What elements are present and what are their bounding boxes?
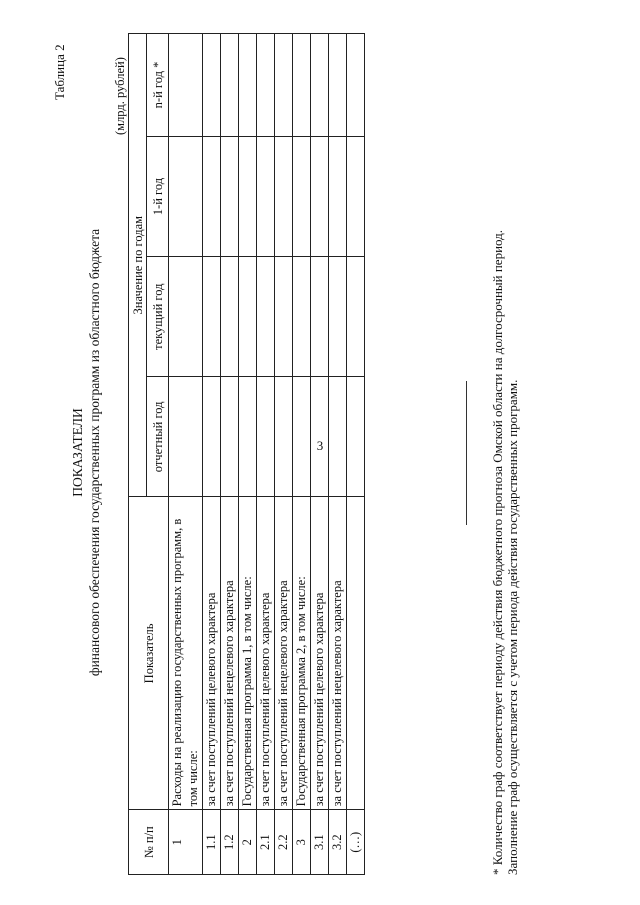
table-row [329, 34, 347, 875]
value-cell [169, 34, 203, 137]
value-cell [347, 257, 365, 377]
separator-line [466, 381, 467, 525]
value-cell [329, 137, 347, 257]
table-row [311, 34, 329, 875]
value-cell [169, 257, 203, 377]
value-cell [257, 34, 275, 137]
row-number: 3 [293, 810, 311, 875]
value-cell [347, 34, 365, 137]
value-cell [239, 34, 257, 137]
header-indicator: Показатель [129, 497, 169, 810]
value-cell [203, 377, 221, 497]
table-row [293, 34, 311, 875]
document-subtitle: финансового обеспечения государственных программ из областного бюджета [87, 228, 102, 677]
header-year-current: текущий год [147, 257, 169, 377]
footnote-1: * Количество граф соответствует периоду действия бюджетного прогноза Омской области на долгосрочный период. [490, 229, 505, 875]
table-row [169, 34, 203, 875]
page-number: 3 [316, 438, 324, 453]
footnote-2: Заполнение граф осуществляется с учетом периода действия государственных программ. [505, 379, 520, 875]
value-cell [329, 257, 347, 377]
header-num: № п/п [129, 810, 169, 875]
value-cell [239, 377, 257, 497]
row-label: Государственная программа 2, в том числе: [293, 497, 311, 810]
value-cell [275, 257, 293, 377]
row-number: 2.2 [275, 810, 293, 875]
value-cell [239, 257, 257, 377]
header-year-first: 1-й год [147, 137, 169, 257]
row-label: за счет поступлений целевого характера [257, 497, 275, 810]
table-row [203, 34, 221, 875]
row-number: 3.1 [311, 810, 329, 875]
row-number: (…) [347, 810, 365, 875]
document-title: ПОКАЗАТЕЛИ [70, 408, 85, 497]
row-label: Расходы на реализацию государственных программ, в том числе: [169, 497, 203, 810]
indicators-table [128, 33, 365, 875]
row-label [347, 497, 365, 810]
units-label: (млрд. рублей) [113, 57, 127, 135]
value-cell [311, 34, 329, 137]
row-label: за счет поступлений нецелевого характера [329, 497, 347, 810]
value-cell [169, 377, 203, 497]
row-number: 2.1 [257, 810, 275, 875]
header-year-n: n-й год * [147, 34, 169, 137]
value-cell [329, 34, 347, 137]
value-cell [293, 34, 311, 137]
value-cell [311, 377, 329, 497]
value-cell [221, 257, 239, 377]
value-cell [221, 377, 239, 497]
row-label: за счет поступлений нецелевого характера [275, 497, 293, 810]
value-cell [311, 257, 329, 377]
row-number: 1.1 [203, 810, 221, 875]
value-cell [329, 377, 347, 497]
header-year-reporting: отчетный год [147, 377, 169, 497]
value-cell [293, 257, 311, 377]
value-cell [275, 377, 293, 497]
table-row [257, 34, 275, 875]
value-cell [257, 137, 275, 257]
value-cell [347, 137, 365, 257]
row-number: 2 [239, 810, 257, 875]
table-row [239, 34, 257, 875]
value-cell [293, 137, 311, 257]
value-cell [257, 257, 275, 377]
value-cell [203, 137, 221, 257]
row-number: 3.2 [329, 810, 347, 875]
value-cell [293, 377, 311, 497]
value-cell [203, 257, 221, 377]
row-label: за счет поступлений целевого характера [203, 497, 221, 810]
value-cell [347, 377, 365, 497]
row-number: 1.2 [221, 810, 239, 875]
value-cell [221, 137, 239, 257]
table-row [275, 34, 293, 875]
table-label: Таблица 2 [52, 44, 67, 100]
row-number: 1 [169, 810, 203, 875]
table-row [221, 34, 239, 875]
header-values-by-year: Значение по годам [129, 34, 147, 497]
row-label: Государственная программа 1, в том числе: [239, 497, 257, 810]
value-cell [311, 137, 329, 257]
value-cell [221, 34, 239, 137]
value-cell [203, 34, 221, 137]
row-label: за счет поступлений нецелевого характера [221, 497, 239, 810]
table-body [169, 34, 365, 875]
row-label: за счет поступлений целевого характера [311, 497, 329, 810]
value-cell [275, 34, 293, 137]
table-row [347, 34, 365, 875]
value-cell [257, 377, 275, 497]
value-cell [239, 137, 257, 257]
value-cell [275, 137, 293, 257]
value-cell [169, 137, 203, 257]
